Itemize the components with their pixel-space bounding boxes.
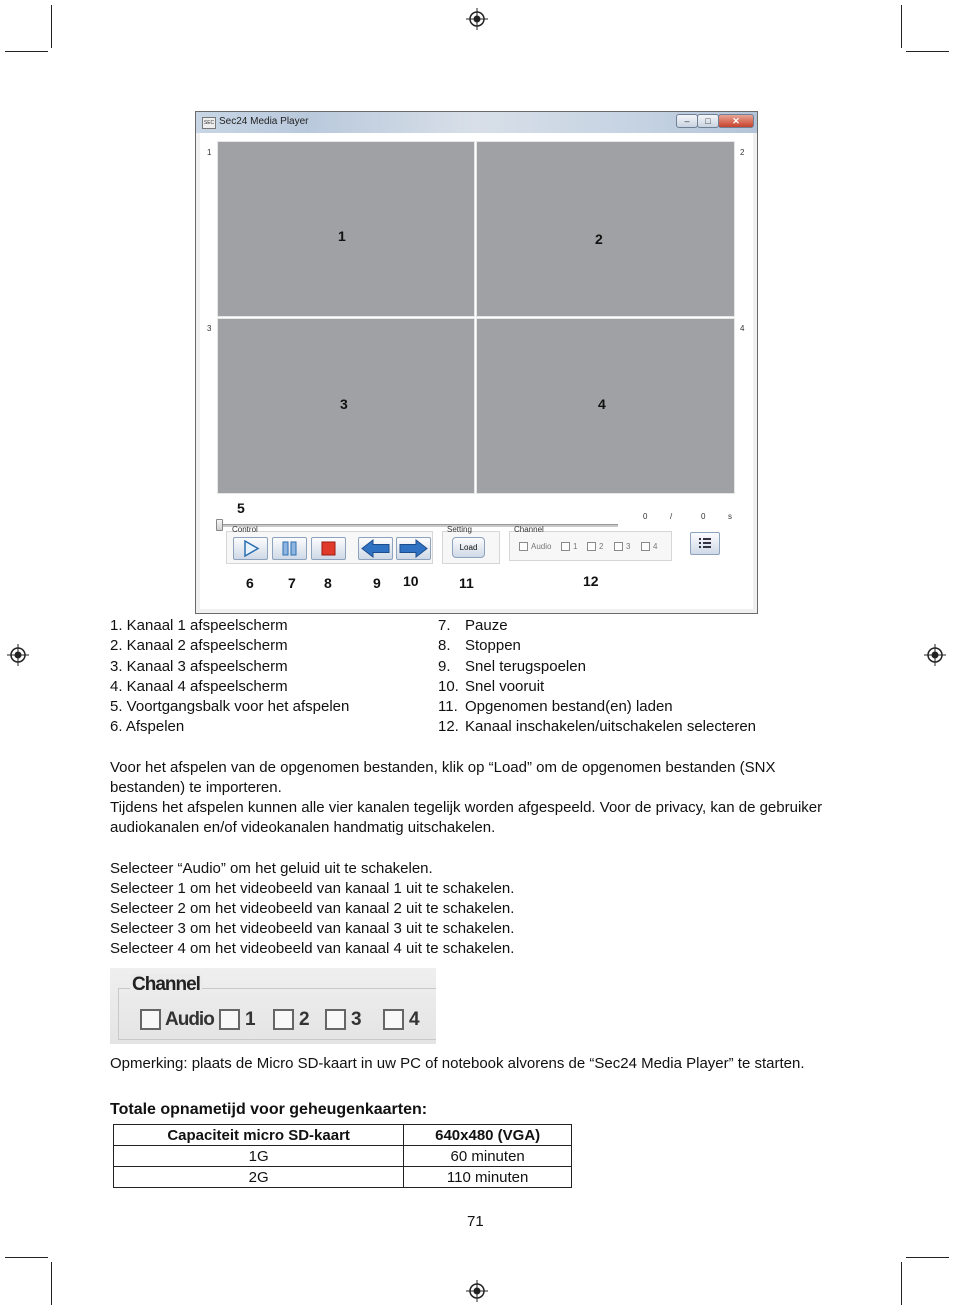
legend-item: 4. Kanaal 4 afspeelscherm	[110, 678, 288, 695]
crop-mark	[906, 1257, 949, 1258]
legend-number: 10.	[438, 678, 459, 695]
crop-mark	[906, 51, 949, 52]
legend-item: Snel vooruit	[465, 678, 545, 695]
crop-mark	[901, 5, 902, 48]
maximize-button[interactable]: □	[697, 114, 719, 128]
forward-button[interactable]	[396, 537, 431, 560]
channel-3-checkbox-label: 3	[626, 542, 631, 551]
stop-button[interactable]	[311, 537, 346, 560]
legend-number: 11.	[438, 698, 458, 715]
audio-checkbox-label: Audio	[531, 542, 552, 551]
crop-mark	[5, 1257, 48, 1258]
audio-label: Audio	[165, 1009, 214, 1030]
audio-checkbox[interactable]	[140, 1009, 161, 1030]
callout-1: 1	[338, 228, 346, 244]
time-unit: s	[728, 512, 732, 521]
channel-label-3: 3	[207, 324, 212, 333]
select-line: Selecteer 1 om het videobeeld van kanaal 1 uit te schakelen.	[110, 880, 515, 897]
registration-mark-icon	[466, 8, 488, 30]
callout-2: 2	[595, 231, 603, 247]
app-icon: SEC	[202, 117, 216, 129]
channel-label-1: 1	[207, 148, 212, 157]
callout-8: 8	[324, 575, 332, 591]
channel-1-checkbox-label: 1	[573, 542, 578, 551]
legend-number: 9.	[438, 658, 451, 675]
pause-button[interactable]	[272, 537, 307, 560]
crop-mark	[51, 1262, 52, 1305]
rewind-arrow-icon	[359, 538, 392, 559]
table-header: Capaciteit micro SD-kaart	[114, 1125, 404, 1146]
table-heading: Totale opnametijd voor geheugenkaarten:	[110, 1101, 428, 1118]
table-header: 640x480 (VGA)	[404, 1125, 572, 1146]
page-number: 71	[467, 1213, 484, 1230]
channel-2-checkbox[interactable]	[273, 1009, 294, 1030]
channel-3-label: 3	[351, 1009, 361, 1030]
legend-item: Snel terugspoelen	[465, 658, 586, 675]
callout-4: 4	[598, 396, 606, 412]
control-group-label: Control	[232, 525, 258, 534]
legend-item: 3. Kanaal 3 afspeelscherm	[110, 658, 288, 675]
list-icon	[691, 533, 719, 554]
window-title: Sec24 Media Player	[219, 116, 309, 127]
channel-1-screen[interactable]	[217, 141, 475, 317]
channel-2-checkbox[interactable]	[587, 542, 596, 551]
rewind-button[interactable]	[358, 537, 393, 560]
paragraph-load: Voor het afspelen van de opgenomen bestanden, klik op “Load” om de opgenomen bestanden (SNX bestanden) te importeren.	[110, 759, 776, 796]
legend-item: 6. Afspelen	[110, 718, 185, 735]
close-button[interactable]: ✕	[718, 114, 754, 128]
legend-number: 8.	[438, 637, 451, 654]
channel-2-screen[interactable]	[476, 141, 735, 317]
legend-item: Pauze	[465, 617, 508, 634]
window-client-area	[200, 133, 753, 609]
time-current: 0	[643, 512, 648, 521]
channel-3-checkbox[interactable]	[614, 542, 623, 551]
window-titlebar	[196, 112, 757, 133]
channel-3-checkbox[interactable]	[325, 1009, 346, 1030]
callout-5: 5	[237, 500, 245, 516]
callout-7: 7	[288, 575, 296, 591]
legend-number: 7.	[438, 617, 451, 634]
registration-mark-icon	[466, 1280, 488, 1302]
legend-item: Stoppen	[465, 637, 521, 654]
callout-9: 9	[373, 575, 381, 591]
media-player-window	[195, 111, 758, 614]
table-row	[114, 1167, 572, 1188]
channel-3-screen[interactable]	[217, 318, 475, 494]
select-line: Selecteer 4 om het videobeeld van kanaal 4 uit te schakelen.	[110, 940, 515, 957]
crop-mark	[51, 5, 52, 48]
play-button[interactable]	[233, 537, 268, 560]
paragraph-privacy: Tijdens het afspelen kunnen alle vier kanalen tegelijk worden afgespeeld. Voor de privacy, kan de gebruiker audiokanalen en/of videokanalen handmatig uitschakelen.	[110, 799, 823, 836]
crop-mark	[5, 51, 48, 52]
playlist-button[interactable]	[690, 532, 720, 555]
channel-label-2: 2	[740, 148, 745, 157]
callout-10: 10	[403, 573, 419, 589]
crop-mark	[901, 1262, 902, 1305]
channel-1-label: 1	[245, 1009, 255, 1030]
table-row	[114, 1146, 572, 1167]
progress-bar[interactable]	[220, 524, 618, 527]
callout-3: 3	[340, 396, 348, 412]
select-line: Selecteer 3 om het videobeeld van kanaal 3 uit te schakelen.	[110, 920, 515, 937]
channel-4-screen[interactable]	[476, 318, 735, 494]
callout-11: 11	[459, 575, 474, 591]
select-line: Selecteer 2 om het videobeeld van kanaal 2 uit te schakelen.	[110, 900, 515, 917]
play-icon	[234, 538, 267, 559]
table-cell: 60 minuten	[404, 1146, 572, 1167]
channel-2-checkbox-label: 2	[599, 542, 604, 551]
channel-4-checkbox[interactable]	[383, 1009, 404, 1030]
stop-icon	[312, 538, 345, 559]
legend-item: 5. Voortgangsbalk voor het afspelen	[110, 698, 350, 715]
select-line: Selecteer “Audio” om het geluid uit te schakelen.	[110, 860, 433, 877]
forward-arrow-icon	[397, 538, 430, 559]
audio-checkbox[interactable]	[519, 542, 528, 551]
time-separator: /	[670, 512, 673, 521]
load-button[interactable]: Load	[452, 537, 485, 558]
table-cell: 2G	[114, 1167, 404, 1188]
time-total: 0	[701, 512, 706, 521]
channel-4-label: 4	[409, 1009, 419, 1030]
channel-1-checkbox[interactable]	[561, 542, 570, 551]
channel-4-checkbox-label: 4	[653, 542, 658, 551]
channel-group-enlarged	[110, 968, 436, 1044]
minimize-button[interactable]: –	[676, 114, 698, 128]
legend-item: Kanaal inschakelen/uitschakelen selecteren	[465, 718, 757, 735]
legend-item: 2. Kanaal 2 afspeelscherm	[110, 637, 288, 654]
callout-12: 12	[583, 573, 599, 589]
table-cell: 1G	[114, 1146, 404, 1167]
legend-item: 1. Kanaal 1 afspeelscherm	[110, 617, 288, 634]
channel-label-4: 4	[740, 324, 745, 333]
note-paragraph: Opmerking: plaats de Micro SD-kaart in uw PC of notebook alvorens de “Sec24 Media Player” te starten.	[110, 1055, 805, 1072]
channel-1-checkbox[interactable]	[219, 1009, 240, 1030]
callout-6: 6	[246, 575, 254, 591]
channel-4-checkbox[interactable]	[641, 542, 650, 551]
legend-number: 12.	[438, 718, 459, 735]
channel-group-label: Channel	[514, 525, 544, 534]
registration-mark-icon	[924, 644, 946, 666]
legend-item: Opgenomen bestand(en) laden	[465, 698, 673, 715]
channel-title: Channel	[132, 974, 200, 995]
progress-slider-thumb[interactable]	[216, 519, 223, 531]
table-cell: 110 minuten	[404, 1167, 572, 1188]
pause-icon	[273, 538, 306, 559]
channel-2-label: 2	[299, 1009, 309, 1030]
registration-mark-icon	[7, 644, 29, 666]
setting-group-label: Setting	[447, 525, 472, 534]
capacity-table	[113, 1124, 572, 1188]
